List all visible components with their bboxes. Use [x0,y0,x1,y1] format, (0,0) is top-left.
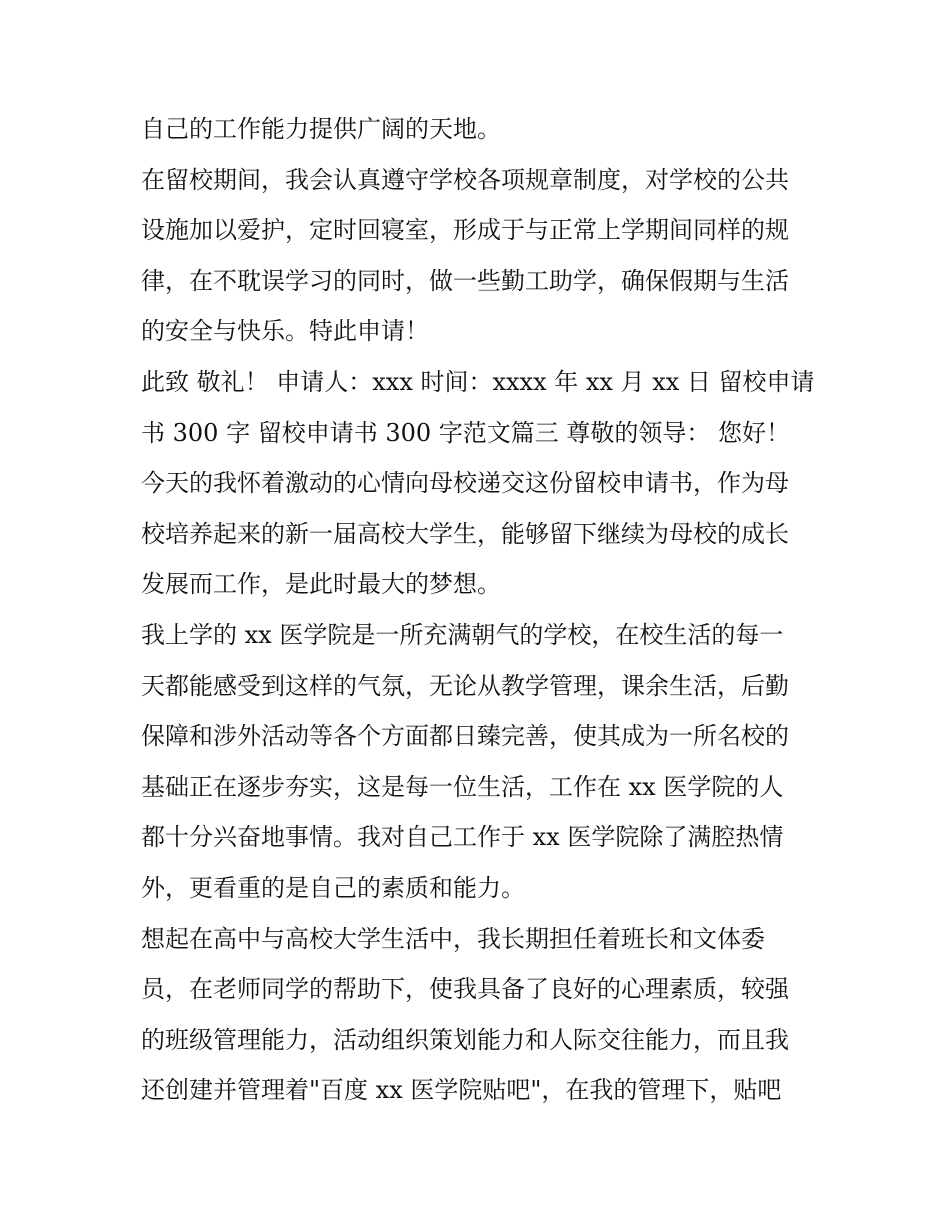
text-line: 此致 敬礼！ 申请人：xxx 时间：xxxx 年 xx 月 xx 日 留校申请 [141,367,815,396]
text-line: 基础正在逐步夯实，这是每一位生活，工作在 xx 医学院的人 [141,772,784,801]
text-line: 都十分兴奋地事情。我对自己工作于 xx 医学院除了满腔热情 [141,823,784,852]
text-line: 律，在不耽误学习的同时，做一些勤工助学，确保假期与生活 [141,266,789,295]
text-line: 在留校期间，我会认真遵守学校各项规章制度，对学校的公共 [141,165,789,194]
text-line: 校培养起来的新一届高校大学生，能够留下继续为母校的成长 [141,519,789,548]
text-line: 自己的工作能力提供广阔的天地。 [141,115,501,143]
text-line: 设施加以爱护，定时回寝室，形成于与正常上学期间同样的规 [141,216,789,245]
text-line: 书 300 字 留校申请书 300 字范文篇三 尊敬的领导： 您好！ [141,418,791,447]
text-line: 的安全与快乐。特此申请！ [141,317,429,346]
text-line: 外，更看重的是自己的素质和能力。 [141,873,525,902]
document-body [141,104,821,1116]
text-line: 今天的我怀着激动的心情向母校递交这份留校申请书，作为母 [141,469,789,498]
text-line: 发展而工作，是此时最大的梦想。 [141,570,501,599]
text-line: 想起在高中与高校大学生活中，我长期担任着班长和文体委 [141,924,765,953]
text-line: 我上学的 xx 医学院是一所充满朝气的学校，在校生活的每一 [141,620,784,649]
text-line: 员，在老师同学的帮助下，使我具备了良好的心理素质，较强 [141,975,789,1004]
text-line: 天都能感受到这样的气氛，无论从教学管理，课余生活，后勤 [141,671,789,700]
text-line: 的班级管理能力，活动组织策划能力和人际交往能力，而且我 [141,1025,789,1054]
text-line: 还创建并管理着"百度 xx 医学院贴吧"，在我的管理下，贴吧 [141,1076,782,1105]
text-line: 保障和涉外活动等各个方面都日臻完善，使其成为一所名校的 [141,722,789,751]
